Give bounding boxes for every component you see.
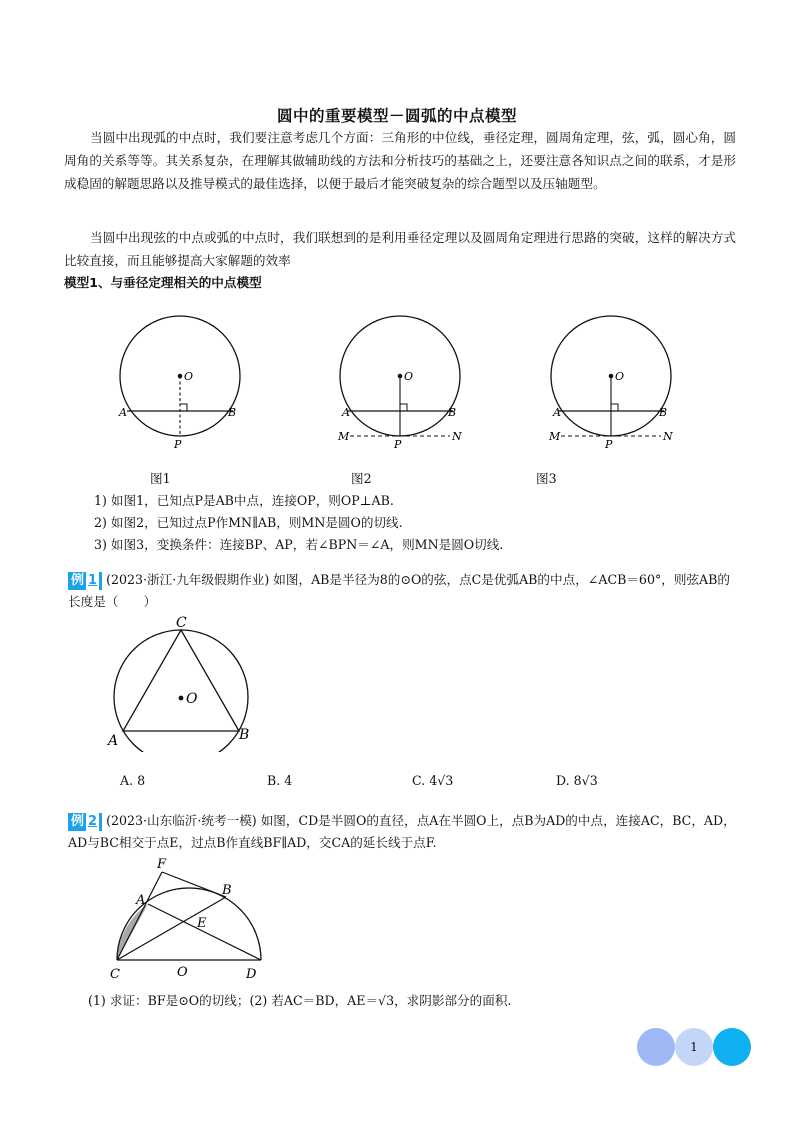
fig2-label-o: O — [404, 370, 414, 383]
figure-2 — [330, 308, 470, 454]
model-heading: 模型1、与垂径定理相关的中点模型 — [64, 275, 262, 290]
example-2-text — [68, 810, 740, 854]
fig3-right-angle-mark — [611, 404, 618, 411]
figure-1-caption: 图1 — [150, 471, 171, 486]
ex2-label-f: F — [157, 857, 167, 872]
page-badge-right-circle — [713, 1028, 751, 1066]
statement-2: 2) 如图2，已知过点P作MN∥AB，则MN是圆O的切线. — [94, 515, 403, 530]
fig2-label-b: B — [448, 406, 457, 419]
fig1-label-o: O — [184, 370, 194, 383]
fig3-label-b: B — [659, 406, 668, 419]
example-1-option-c: C. 4√3 — [412, 773, 454, 788]
fig2-label-p: P — [394, 438, 402, 451]
ex1-label-o: O — [186, 691, 198, 707]
statement-1: 1) 如图1，已知点P是AB中点，连接OP，则OP⊥AB. — [94, 493, 394, 508]
page-number-badge — [637, 1028, 751, 1066]
fig2-label-n: N — [452, 430, 462, 443]
fig1-label-b: B — [228, 406, 237, 419]
figure-1 — [110, 308, 250, 454]
fig2-center-dot — [398, 374, 403, 379]
fig1-label-a: A — [119, 406, 127, 419]
ex2-label-o: O — [177, 965, 188, 980]
fig2-label-a: A — [342, 406, 350, 419]
statement-3: 3) 如图3，变换条件：连接BP、AP，若∠BPN＝∠A，则MN是圆O切线. — [94, 537, 504, 552]
fig2-right-angle-mark — [400, 404, 407, 411]
ex2-label-a: A — [136, 893, 146, 908]
ex1-center-dot — [179, 696, 184, 701]
fig3-label-p: P — [605, 438, 613, 451]
page-number: 1 — [690, 1040, 698, 1054]
ex2-label-b: B — [222, 883, 232, 898]
example-2-body: (2023·山东临沂·统考一模) 如图，CD是半圆O的直径，点A在半圆O上，点B为AD的中点，连接AC，BC，AD，AD与BC相交于点E，过点B作直线BF∥AD，交CA的延长线于点F. — [68, 813, 736, 850]
page-title: 圆中的重要模型－圆弧的中点模型 — [276, 107, 517, 125]
figure-2-caption: 图2 — [351, 471, 372, 486]
example-1-figure — [100, 612, 270, 752]
example-2-question: (1) 求证：BF是⊙O的切线；(2) 若AC＝BD，AE＝√3，求阴影部分的面积. — [88, 993, 512, 1008]
example-1-text — [68, 569, 740, 613]
ex1-triangle-abc — [123, 630, 239, 731]
figure-3-caption: 图3 — [536, 471, 557, 486]
fig1-label-p: P — [174, 438, 182, 451]
ex2-label-c: C — [110, 967, 120, 982]
ex1-circle — [114, 630, 248, 752]
ex1-label-b: B — [239, 727, 250, 743]
ex2-label-d: D — [246, 967, 257, 982]
example-1-option-a: A. 8 — [120, 773, 146, 788]
fig1-center-dot — [178, 374, 183, 379]
example-1-tag: 例 1 — [68, 572, 102, 590]
fig3-label-a: A — [553, 406, 561, 419]
example-1-option-d: D. 8√3 — [556, 773, 598, 788]
page-badge-left-circle — [637, 1028, 675, 1066]
figure-3 — [541, 308, 681, 454]
ex1-label-c: C — [176, 615, 187, 631]
example-2-figure — [100, 852, 270, 984]
fig3-label-o: O — [615, 370, 625, 383]
intro-paragraph-2: 当圆中出现弦的中点或弧的中点时，我们联想到的是利用垂径定理以及圆周角定理进行思路的突破，这样的解决方式比较直接，而且能够提高大家解题的效率 — [64, 230, 736, 268]
fig3-label-n: N — [663, 430, 673, 443]
intro-paragraph-1: 当圆中出现弧的中点时，我们要注意考虑几个方面：三角形的中位线，垂径定理，圆周角定理，弦，弧，圆心角，圆周角的关系等等。其关系复杂，在理解其做辅助线的方法和分析技巧的基础之上，还要注意各知识点之间的联系，才是形成稳固的解题思路以及推导模式的最佳选择，以便于最后才能突破复杂的综合题型以及压轴题型。 — [64, 130, 736, 191]
example-1-body: (2023·浙江·九年级假期作业) 如图，AB是半径为8的⊙O的弦，点C是优弧AB的中点，∠ACB＝60°，则弦AB的长度是（ ） — [68, 572, 730, 609]
ex1-label-a: A — [108, 733, 119, 749]
ex2-line-fb — [162, 872, 226, 897]
fig3-label-m: M — [549, 430, 561, 443]
fig2-label-m: M — [338, 430, 350, 443]
example-2-tag: 例 2 — [68, 813, 102, 831]
fig3-center-dot — [609, 374, 614, 379]
ex2-label-e: E — [197, 916, 207, 931]
example-1-option-b: B. 4 — [267, 773, 293, 788]
fig1-right-angle-mark — [180, 404, 187, 411]
